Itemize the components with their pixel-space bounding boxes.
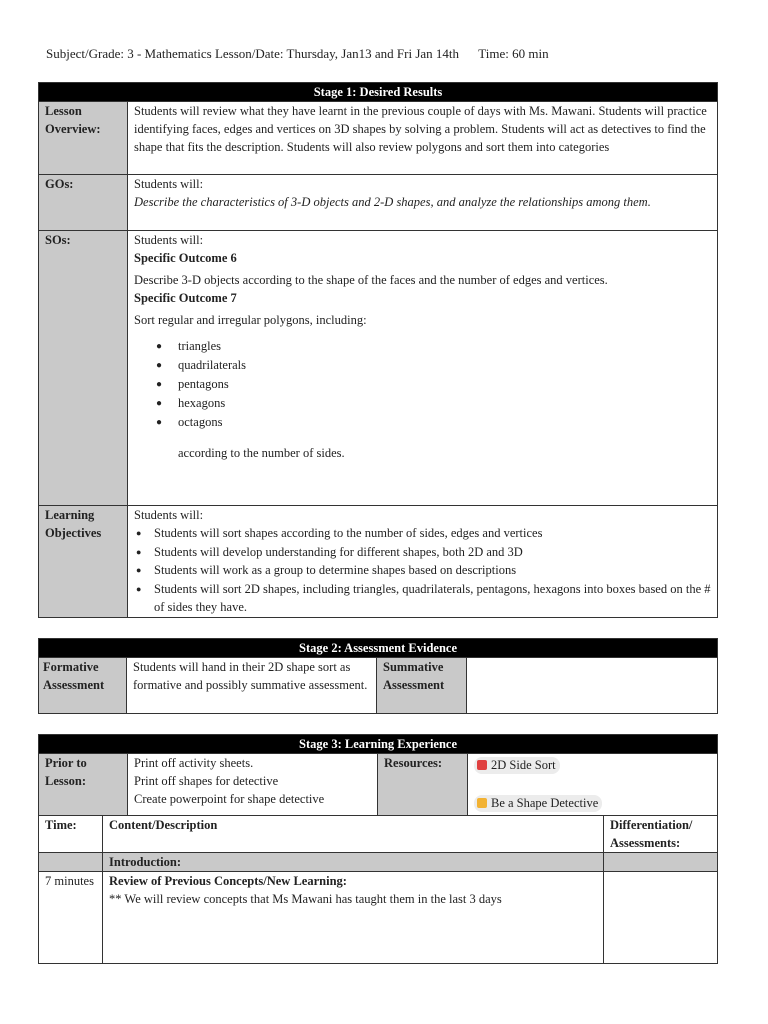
stage1-table xyxy=(38,82,718,618)
overview-label: Lesson Overview: xyxy=(39,102,128,175)
lo-cell xyxy=(128,506,718,618)
time-header: Time: xyxy=(39,816,103,853)
formative-text: Students will hand in their 2D shape sort as formative and possibly summative assessment. xyxy=(127,658,377,714)
stage3-title: Stage 3: Learning Experience xyxy=(39,735,718,754)
resources-cell xyxy=(468,754,718,816)
resource-chip-shape-detective[interactable] xyxy=(474,795,602,812)
yellow-slides-icon xyxy=(477,798,487,808)
row-time: 7 minutes xyxy=(39,872,103,964)
list-item: ● quadrilaterals xyxy=(178,356,711,375)
stage3-table xyxy=(38,734,718,964)
so7-tail: according to the number of sides. xyxy=(178,446,345,460)
lesson-header: Subject/Grade: 3 - Mathematics Lesson/Date: Thursday, Jan13 and Fri Jan 14th Time: 60 min xyxy=(46,46,549,61)
sos-label: SOs: xyxy=(39,231,128,506)
polygon-list xyxy=(134,337,711,432)
red-file-icon xyxy=(477,760,487,770)
lo-intro: Students will: xyxy=(134,508,204,522)
gos-label: GOs: xyxy=(39,175,128,231)
resource-chip-2d-side-sort[interactable] xyxy=(474,757,560,774)
sos-intro: Students will: xyxy=(134,233,204,247)
resources-label: Resources: xyxy=(378,754,468,816)
list-item: ● octagons xyxy=(178,413,711,432)
prior-cell xyxy=(128,754,378,816)
list-item: ● triangles xyxy=(178,337,711,356)
prior-item: Print off activity sheets. xyxy=(134,756,254,770)
stage2-table xyxy=(38,638,718,714)
row-content xyxy=(103,872,604,964)
gos-cell xyxy=(128,175,718,231)
diff-header: Differentiation/ Assessments: xyxy=(604,816,718,853)
so7-text: Sort regular and irregular polygons, including: xyxy=(134,313,367,327)
gos-intro: Students will: xyxy=(134,177,204,191)
so6-title: Specific Outcome 6 xyxy=(134,251,237,265)
list-item: ● Students will develop understanding for different shapes, both 2D and 3D xyxy=(154,543,711,562)
list-item: ● pentagons xyxy=(178,375,711,394)
summative-label: Summative Assessment xyxy=(377,658,467,714)
prior-item: Create powerpoint for shape detective xyxy=(134,792,325,806)
row-text: ** We will review concepts that Ms Mawani has taught them in the last 3 days xyxy=(109,892,502,906)
intro-diff-cell xyxy=(604,853,718,872)
formative-label: Formative Assessment xyxy=(39,658,127,714)
prior-label: Prior to Lesson: xyxy=(39,754,128,816)
summative-text xyxy=(467,658,718,714)
row-diff xyxy=(604,872,718,964)
sos-cell xyxy=(128,231,718,506)
gos-text: Describe the characteristics of 3-D objects and 2-D shapes, and analyze the relationships among them. xyxy=(134,195,651,209)
resource-label: 2D Side Sort xyxy=(491,758,556,772)
stage1-title: Stage 1: Desired Results xyxy=(39,83,718,102)
so7-title: Specific Outcome 7 xyxy=(134,291,237,305)
list-item: ● Students will sort shapes according to the number of sides, edges and vertices xyxy=(154,524,711,543)
resource-label: Be a Shape Detective xyxy=(491,796,599,810)
stage2-title: Stage 2: Assessment Evidence xyxy=(39,639,718,658)
content-header: Content/Description xyxy=(103,816,604,853)
list-item: ● Students will work as a group to determine shapes based on descriptions xyxy=(154,561,711,580)
intro-label: Introduction: xyxy=(103,853,604,872)
list-item: ● hexagons xyxy=(178,394,711,413)
intro-time-cell xyxy=(39,853,103,872)
objectives-list xyxy=(134,524,711,617)
overview-text: Students will review what they have learnt in the previous couple of days with Ms. Mawani. Students will practice identifying faces, edges and vertices on 3D shapes by solving a problem. Students will act as detectives to find the shape that fits the description. Students will also review polygons and sort them into categories xyxy=(128,102,718,175)
row-title: Review of Previous Concepts/New Learning: xyxy=(109,874,347,888)
list-item: ● Students will sort 2D shapes, including triangles, quadrilaterals, pentagons, hexagons into boxes based on the # of sides they have. xyxy=(154,580,711,617)
so6-text: Describe 3-D objects according to the shape of the faces and the number of edges and vertices. xyxy=(134,273,608,287)
lo-label: Learning Objectives xyxy=(39,506,128,618)
prior-item: Print off shapes for detective xyxy=(134,774,279,788)
